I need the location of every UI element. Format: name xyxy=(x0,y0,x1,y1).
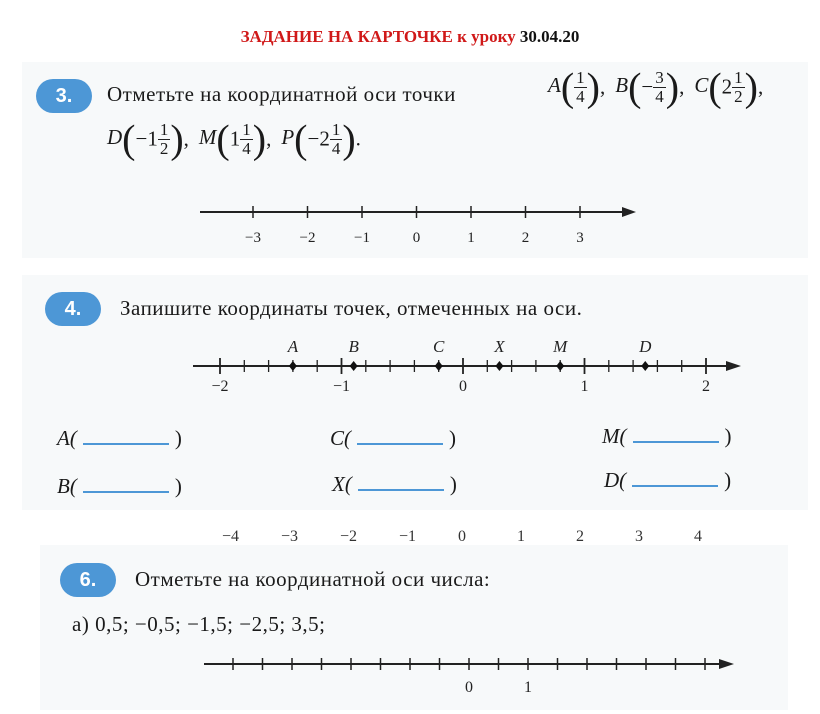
task3-badge xyxy=(36,79,92,113)
point-marker xyxy=(435,361,443,371)
point-label: X xyxy=(494,337,505,356)
tick-label: 0 xyxy=(465,679,473,696)
point-label: D xyxy=(639,337,652,356)
paren-open: ( xyxy=(122,117,136,162)
answer-b-blank[interactable] xyxy=(83,491,169,493)
fraction-numerator: 1 xyxy=(159,120,169,140)
task6-number: 6. xyxy=(79,569,97,591)
point-label: D xyxy=(107,125,123,150)
point-marker xyxy=(350,361,358,371)
tick-label: 2 xyxy=(521,230,530,246)
point-marker xyxy=(556,361,564,371)
fraction-numerator: 1 xyxy=(331,120,341,140)
paren-close: ) xyxy=(252,117,267,162)
paren-open: ( xyxy=(294,117,308,162)
paren-close: ) xyxy=(170,117,184,162)
point-label: B xyxy=(348,337,359,356)
tick-label: 1 xyxy=(467,230,475,246)
page-title xyxy=(0,27,820,47)
point-p xyxy=(281,117,361,162)
answer-x[interactable]: X( ) xyxy=(332,472,457,496)
answer-b[interactable]: B( ) xyxy=(57,474,182,498)
point-value: − xyxy=(641,75,654,99)
tick-label: 3 xyxy=(576,230,584,246)
answer-m[interactable]: M( ) xyxy=(602,424,732,448)
point-separator: , xyxy=(599,75,606,99)
task6-badge xyxy=(60,563,116,597)
point-value: −2 xyxy=(307,127,330,151)
point-value: 2 xyxy=(721,75,733,99)
axis-arrow xyxy=(622,207,636,217)
paren-close: ) xyxy=(665,65,680,110)
fraction xyxy=(653,69,666,106)
answer-x-blank[interactable] xyxy=(358,489,444,491)
paren-close: ) xyxy=(342,117,356,162)
point-label: P xyxy=(281,125,295,150)
cut-tick-labels xyxy=(0,522,820,542)
task3-points-row1 xyxy=(548,64,773,111)
point-label: B xyxy=(615,73,629,98)
point-separator: , xyxy=(757,75,764,99)
task3-text: Отметьте на координатной оси точки xyxy=(107,82,456,106)
answer-d[interactable]: D( ) xyxy=(604,468,732,492)
point-marker xyxy=(495,361,503,371)
point-separator: , xyxy=(183,127,189,151)
fraction-numerator: 1 xyxy=(576,68,585,88)
task4-badge xyxy=(45,292,101,326)
answer-m-blank[interactable] xyxy=(633,441,719,443)
cut-tick-label: −3 xyxy=(281,528,299,542)
task6-text: Отметьте на координатной оси числа: xyxy=(135,567,491,591)
cut-tick-label: −4 xyxy=(222,528,240,542)
tick-label: −3 xyxy=(245,230,261,246)
answer-c-blank[interactable] xyxy=(357,443,443,445)
fraction-denominator: 4 xyxy=(576,87,585,106)
fraction-numerator: 1 xyxy=(734,68,743,88)
tick-label: −2 xyxy=(211,378,229,395)
fraction-denominator: 2 xyxy=(734,87,743,106)
point-label: A xyxy=(548,73,561,98)
paren-close: ) xyxy=(744,65,758,110)
cut-tick-label: 3 xyxy=(635,528,643,542)
point-marker xyxy=(641,361,649,371)
paren-close: ) xyxy=(586,65,600,110)
task6-part-a: а) 0,5; −0,5; −1,5; −2,5; 3,5; xyxy=(72,612,326,636)
point-label: C xyxy=(694,73,709,98)
point-separator: . xyxy=(355,127,361,151)
fraction-numerator: 1 xyxy=(242,120,251,140)
point-d xyxy=(107,117,189,162)
point-value: −1 xyxy=(135,127,158,151)
paren-open: ( xyxy=(216,117,230,162)
task6-axis xyxy=(200,650,745,700)
fraction-denominator: 2 xyxy=(159,139,169,158)
cut-tick-label: 4 xyxy=(694,528,702,542)
fraction xyxy=(732,69,745,106)
paren-open: ( xyxy=(560,65,575,110)
cut-tick-label: −1 xyxy=(399,528,417,542)
point-b xyxy=(615,65,685,110)
title-date: 30.04.20 xyxy=(519,27,580,46)
fraction xyxy=(158,121,171,158)
point-label: M xyxy=(198,125,217,150)
tick-label: 1 xyxy=(580,378,589,395)
axis-arrow xyxy=(726,361,741,371)
paren-open: ( xyxy=(708,65,722,110)
tick-label: 1 xyxy=(524,679,532,696)
tick-label: 0 xyxy=(459,378,467,395)
task4-text: Запишите координаты точек, отмеченных на оси. xyxy=(120,296,583,320)
fraction-numerator: 3 xyxy=(655,68,664,88)
task3-number: 3. xyxy=(55,85,73,107)
point-value: 1 xyxy=(229,127,241,151)
point-c xyxy=(694,65,764,110)
axis-arrow xyxy=(719,659,734,669)
task3-axis xyxy=(190,198,640,248)
tick-label: 0 xyxy=(412,230,421,246)
point-m xyxy=(198,117,272,162)
cut-tick-label: 0 xyxy=(458,528,466,542)
cut-tick-label: 2 xyxy=(576,528,584,542)
answer-a-blank[interactable] xyxy=(83,443,169,445)
title-text: ЗАДАНИЕ НА КАРТОЧКЕ к уроку xyxy=(240,27,516,46)
fraction-denominator: 4 xyxy=(242,139,251,158)
point-label: C xyxy=(433,337,445,356)
task4-number: 4. xyxy=(64,298,82,320)
task3-points-row2 xyxy=(107,116,371,163)
fraction xyxy=(240,121,253,158)
tick-label: −1 xyxy=(332,378,351,395)
point-a xyxy=(548,65,606,110)
paren-open: ( xyxy=(628,65,642,110)
fraction-denominator: 4 xyxy=(331,139,341,158)
fraction-denominator: 4 xyxy=(655,87,664,106)
point-marker xyxy=(289,361,297,371)
point-separator: , xyxy=(266,127,272,151)
answer-a[interactable]: A( ) xyxy=(57,426,182,450)
point-label: A xyxy=(287,337,299,356)
answer-c[interactable]: C( ) xyxy=(330,426,456,450)
tick-label: −2 xyxy=(299,230,316,246)
cut-tick-label: 1 xyxy=(517,528,525,542)
cut-tick-label: −2 xyxy=(340,528,358,542)
fraction xyxy=(330,121,343,158)
point-label: M xyxy=(553,337,568,356)
task4-axis xyxy=(185,332,745,398)
answer-d-blank[interactable] xyxy=(632,485,718,487)
tick-label: 2 xyxy=(702,378,710,395)
point-separator: , xyxy=(679,75,685,99)
tick-label: −1 xyxy=(354,230,370,246)
fraction xyxy=(574,69,587,106)
